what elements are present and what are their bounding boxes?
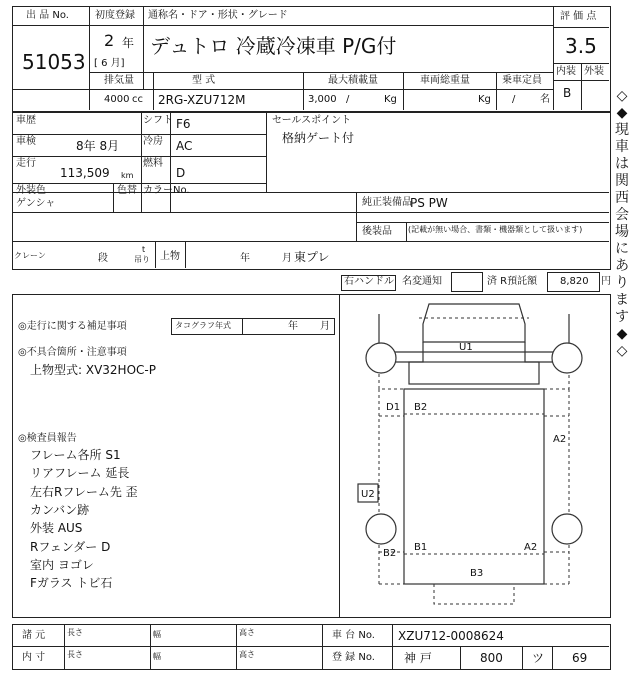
crane-stage: 段 [98, 253, 108, 264]
venue-notice: ◇ ◆ 現 車 は 関 西 会 場 に あ り ま す ◆ ◇ [615, 88, 629, 359]
interior-height-label: 高さ [239, 650, 255, 659]
fuel: D [176, 166, 186, 180]
upper-model: 上物型式: XV32HOC-P [30, 363, 156, 377]
mark-u2: U2 [361, 489, 375, 500]
max-load-label: 最大積載量 [328, 75, 378, 86]
color-no-label: カラーNo. [143, 185, 190, 196]
year-unit: 年 [122, 36, 135, 50]
inspection-label: 車検 [16, 136, 36, 147]
capacity-unit: 名 [540, 94, 550, 105]
lot-no: 51053 [22, 50, 86, 74]
gvw-unit: Kg [478, 94, 491, 105]
capacity-slash: / [512, 94, 516, 105]
inspection: 8年 8月 [76, 139, 120, 153]
driving-label: ◎走行に関する補足事項 [18, 321, 127, 332]
recycle-label: 済 R預託額 [487, 276, 538, 287]
gvw-label: 車両総重量 [420, 75, 470, 86]
ext-color: ゲンシャ [16, 198, 56, 209]
displacement-label: 排気量 [104, 75, 134, 86]
interior-width-label: 幅 [153, 652, 161, 661]
tachograph-month: 月 [320, 321, 330, 332]
truck-damage-diagram [339, 294, 609, 616]
lot-no-label: 出 品 No. [26, 10, 69, 21]
aftermarket-note: (記載が無い場合、書類・機器類として扱います) [408, 225, 583, 234]
upper-month: 月 [282, 253, 292, 264]
recycle-yen: 円 [601, 276, 611, 287]
tachograph-label: タコグラフ年式 [175, 321, 231, 330]
capacity-label: 乗車定員 [502, 75, 542, 86]
mileage-unit: km [121, 171, 134, 180]
interior-dims-label: 内 寸 [22, 652, 46, 663]
shift: F6 [176, 117, 191, 131]
reg-kana: ツ [532, 651, 545, 665]
mark-b2-front: B2 [414, 402, 428, 413]
interior-grade-label: 内装 [556, 66, 576, 77]
score: 3.5 [565, 34, 597, 58]
model-name: デュトロ 冷蔵冷凍車 P/G付 [150, 34, 397, 58]
inspector-line: 室内 ヨゴレ [30, 558, 94, 572]
history-label: 車歴 [16, 115, 36, 126]
displacement-unit: cc [132, 94, 143, 105]
color-swap-label: 色替 [117, 185, 137, 196]
cooling: AC [176, 139, 193, 153]
mileage-label: 走行 [16, 158, 36, 169]
mark-b2-rear: B2 [383, 548, 397, 559]
sales-point: 格納ゲート付 [282, 131, 355, 145]
chassis-no: XZU712-0008624 [398, 629, 504, 643]
inspector-label: ◎検査員報告 [18, 433, 77, 444]
first-reg-label: 初度登録 [95, 10, 135, 21]
upper-label: 上物 [160, 251, 180, 262]
mark-a2-side: A2 [553, 434, 567, 445]
first-reg-month: [ 6 月] [94, 58, 125, 69]
recycle-value: 8,820 [560, 276, 589, 287]
upper-maker: 東プレ [294, 250, 330, 264]
inspector-line: Fガラス トビ石 [30, 576, 113, 590]
name-change-label: 名変通知 [402, 276, 442, 287]
interior-grade: B [563, 86, 572, 100]
reg-area: 神 戸 [404, 651, 432, 665]
crane-lift: 吊り [134, 255, 150, 264]
mark-u1: U1 [459, 342, 473, 353]
inspector-line: Rフェンダー D [30, 540, 111, 554]
inspector-line: 左右Rフレーム先 歪 [30, 485, 138, 499]
score-label: 評 価 点 [560, 11, 597, 22]
reg-number: 69 [572, 651, 588, 665]
mark-a2-rear: A2 [524, 542, 538, 553]
inspector-line: フレーム各所 S1 [30, 448, 121, 462]
height-label: 高さ [239, 628, 255, 637]
chassis-label: 車 台 No. [332, 630, 375, 641]
interior-length-label: 長さ [67, 650, 83, 659]
mileage: 113,509 [60, 166, 110, 180]
oem-label: 純正装備品 [362, 197, 412, 208]
upper-year: 年 [240, 253, 250, 264]
model-name-label: 通称名・ドア・形状・グレード [148, 10, 288, 21]
inspector-line: リアフレーム 延長 [30, 466, 130, 480]
max-load-slash: / [346, 94, 350, 105]
sales-point-label: セールスポイント [272, 115, 352, 126]
mark-d1: D1 [386, 402, 401, 413]
aftermarket-label: 後装品 [362, 226, 392, 237]
ext-color-label: 外装色 [16, 185, 46, 196]
model-code: 2RG-XZU712M [158, 93, 246, 107]
mark-b1: B1 [414, 542, 428, 553]
reg-class: 800 [480, 651, 503, 665]
shift-label: シフト [143, 115, 173, 126]
first-reg-year: 2 [104, 31, 115, 50]
reg-label: 登 録 No. [332, 652, 375, 663]
defects-label: ◎不具合箇所・注意事項 [18, 347, 127, 358]
dims-label: 諸 元 [22, 630, 46, 641]
oem: PS PW [410, 196, 448, 210]
max-load-unit: Kg [384, 94, 397, 105]
mark-b3: B3 [470, 568, 484, 579]
displacement: 4000 [104, 94, 130, 105]
fuel-label: 燃料 [143, 158, 163, 169]
tachograph-year: 年 [288, 321, 298, 332]
model-code-label: 型 式 [192, 75, 216, 86]
exterior-grade-label: 外装 [584, 66, 604, 77]
cooling-label: 冷房 [143, 136, 163, 147]
crane-label: クレーン [14, 251, 46, 260]
crane-ton: t [142, 245, 146, 254]
inspector-line: 外装 AUS [30, 521, 83, 535]
inspector-line: カンバン跡 [30, 503, 90, 517]
name-change-box [451, 272, 483, 292]
width-label: 幅 [153, 630, 161, 639]
max-load: 3,000 [308, 94, 337, 105]
rhd: 右ハンドル [344, 276, 394, 287]
length-label: 長さ [67, 628, 83, 637]
